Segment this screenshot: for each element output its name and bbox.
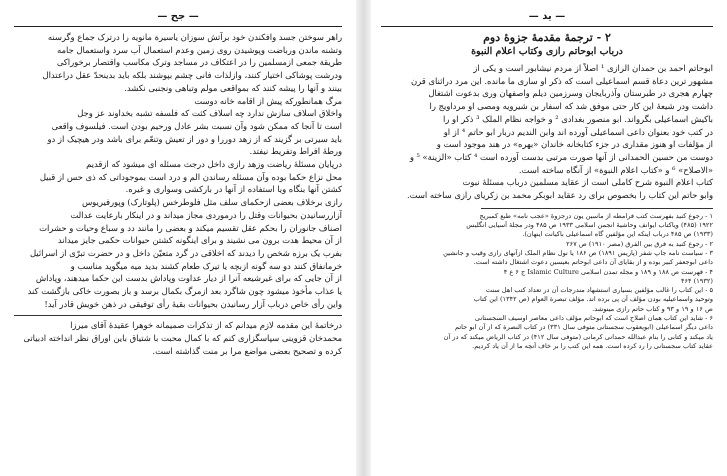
body-line: درپایان مسئلهٔ ریاضت وزهد رازی داخل درجث مسئله ای میشود که ازقدیم <box>86 159 342 170</box>
body-line: واخلاق اسلاف سازش ندارد چه اسلاف کثت که فلسفه تشبه بخداوند عز وجل <box>77 108 342 119</box>
body-line: ورطهٔ افراط وتفریط نیفتد. <box>249 146 342 157</box>
body-line: وابو حاتم این کتاب را بخصوص برای رد عقاید ابوبکر محمد بن زکریای رازی ساخته است. <box>407 190 713 201</box>
body-line: «الاصلاح» ⁶ و «کتاب اعلام النبوة» از آنگاه ساخته است. <box>518 164 713 175</box>
header-rule-left <box>14 26 342 27</box>
body-line: واین رأی خاص درباب آزار رسانیدن بحیوانات بقیهٔ رأی توفیقی در ذهن خویش قادر آید! <box>44 298 342 309</box>
footnote-line: ۲ - رجوع کنید به فرق بین الفرق (مصر ۱۹۱۰) ص ۲۶۷ <box>566 239 713 248</box>
body-line: یا عذاب مأخوذ میشود چون شاگرد بعد ازمرگ بکمال برسد و باز بصورت خاکی بازگشت کند <box>27 286 342 297</box>
footnote-line: ۱ - رجوع کنید بفهرست کتب فرامطه از ماسین یون درجزوهٔ «عجب نامه» طبع کمبریج <box>479 211 713 220</box>
body-line: در کتب خود بعنوان داعی اسماعیلی آورده اند وابن الندیم دربار ابو حاتم ⁴ از او <box>443 126 713 137</box>
footnote-line: یاد میکند و کتابی را بنام عبدالله حمدانی کرمانی (متوفی سال ۴۱۲) در کتاب الریاض میکند که در آن <box>443 332 713 341</box>
note-line: کرده و تصحیح بعضی مواضع مرا بر منت گذاشته است. <box>152 345 342 356</box>
footnote-line: (۱۹۳۲) ۴۶۴ <box>680 276 713 285</box>
body-line: کتاب اعلام النبوة شرح کاملی است از عقاید مسلمین درباب مسئلهٔ نبوت <box>462 177 713 188</box>
body-line: راهر سوختن جسد وافکندن خود برآتش سوزان یاسیرة مانویه را درترک جماع وگرسنه <box>47 32 342 42</box>
note-divider <box>14 315 342 316</box>
body-line: طریقة جمعی ازمسلمین را در اعتکاف در مساجد وترک مکاسب واقتصار برخوراکی <box>56 57 342 68</box>
body-line: بفرب یک برزه شخص را دیدند که اخلاقی در گرد متعیّن داخل و در حضرت تبرّی از اسرائیل <box>29 247 342 258</box>
body-line: داشت ودر شیعهٔ این کار حتی موفق شد که اسفار بن شیرویه ومصی او مرداویج را <box>429 101 713 112</box>
footnote-line: (۱۹۳۳) ص ۴۸۵ درباب اینکه این مؤلفین گاه اسماعیلی باکیانت اینهان). <box>522 230 713 239</box>
footnote-divider <box>481 208 713 209</box>
footnote-line: ۳ - سیاست نامه جاپ شفر (پاریس ۱۸۹۱) ص ۱۸۶ یا نول نظام الملک ازآنهای رازی وقیب و جانشین <box>443 248 713 257</box>
page-number-right: — ید — <box>528 10 566 22</box>
body-line: ودرشت پوشاکی اختیار کنند، وازلذات فانی چشم بپوشند بلکه باید بدینحدّ عقل دراعتدال <box>42 70 342 81</box>
section-subtitle: درباب ابوحاتم رازی وکتاب اعلام النبوة <box>471 46 623 57</box>
footnote-line: ۴ - فهرست ص ۱۸۸ و ۱۸۹ و مجله تمدن اسلامی Islamic Culture ج ۶ ع ۴ <box>503 267 713 276</box>
book-gutter <box>356 0 371 476</box>
footnote-line: عقاید کتاب سجستانی را رد کرده است. همه این کتب را بر خاف آنچه ما از آن یاد کردیم. <box>472 341 713 350</box>
note-line: محمدخان قزوینی سپاسگزاری کنم که با کمال محبت با شتیاق باین اوراق نظر انداخته ادبیاتی <box>23 333 342 344</box>
footnote-line: ۶ - شاید این کتاب همان اصلاح است که ابوحاتم مؤلف داعی معاصر اوسیف السجستانی <box>474 314 713 322</box>
right-body-text <box>381 62 713 202</box>
body-line: باکیش اسماعیلی بگرواند. ابو منصور بغدادی ² و خواجه نظام الملک ³ ذکر او را <box>443 113 713 124</box>
body-line: چهارم هجری در طبرستان وآذربایجان وسرزمین دیلم واصفهان وری بدعوت اشتغال <box>428 88 713 99</box>
body-line: آزاررسانیدن بحیوانات وقتل را درموردی مجاز میداند و در اینکار بارعایت عدالت <box>70 209 342 220</box>
footnote-line: ۱۹۲۲ (۴۸۵) ویاکتاب ایوانف وحاشیهٔ انجمن اسلامی ۱۹۳۳ ص ۴۸۵ ودر مجلهٔ آسیایی انگلیس <box>466 221 713 230</box>
body-line: باید سیرتی بر گزیند که از زهد دوررا و دور از تعیش وتنعّم برای باشد ودر هیچیک از دو <box>47 133 342 144</box>
left-body-text <box>14 31 342 310</box>
body-line: مرگ همانطورکه پیش از اقامه خانه دوست <box>194 95 342 106</box>
footnotes <box>381 212 713 351</box>
body-line: بینند و آنها را پیشه کنند که بمواقعی مولم وتباهی ونجنبی نکشد. <box>124 82 342 93</box>
body-line: دوست من حسین الحمدانی از آنها صورت مرتبی بدست آورده است ⁴ کتاب «الزینة» ⁵ و <box>409 151 713 162</box>
footnote-line: داعی دیگر اسماعیلی (ابویعقوب سجستانی متوفی سال ۳۳۱) در کتاب النصرة که از آن ابو حاتم <box>454 323 713 332</box>
note-line: درخاتمهٔ این مقدمه لازم میدانم که از تذکرات صمیمانه خوهرا عقیدهٔ آقای میرزا <box>70 320 342 331</box>
body-line: مشهور ترین دعاة قسم اسماعیلی است که ذکر او ساری ما مانده. این مرد دراثنای قرن <box>411 75 713 86</box>
header-rule-right <box>381 26 713 27</box>
body-line: وتشنه ماندن ورباضت وپوشیدن روی زمین وعدم استعمال آب سرد واستعمال جامه <box>57 44 342 55</box>
footnote-line: وتوحید واسماعیلیه بودن مؤلف آن پی برده اند. مؤلف تبصرة العوام (ص ۱۳۴۲) این کتاب <box>473 295 713 304</box>
body-line: است تا آنجا که ممکن شود وآن نسبت بشر عادل ورحیم بودن است. فیلسوف واقعی <box>51 120 342 131</box>
body-line: محل نزاع حکما بوده وآن مسئله رساندن الم و درد است بموجوداتی که ذی حس از قبیل <box>39 171 342 182</box>
body-line: از آن جایی که برای غیرشیعه آنرا از دیار عداوت وپاداش بدست این حکما میدهند، وپاداش <box>35 273 342 284</box>
body-line: کشتن آنها بنگاه ویا استفاده از آنها در بارکشی وسواری و غیره. <box>125 184 342 195</box>
body-line: اصناف جانوران را بحکم عقل تقسیم میکند و بعضی را مانند دد و سباع وحیات و حشرات <box>39 222 342 233</box>
body-line: ابوحاتم احمد بن حمدان الرازی ¹ اصلاً از مردم نیشابور است و یکی از <box>473 63 713 73</box>
closing-note <box>14 319 342 357</box>
body-line: رازی برخلاف بعضی ازحکمای سلف مثل فلوطرخس (پلوتارک) وپورفیریوس <box>81 197 342 208</box>
footnote-line: ۵ - این کتاب را غالب مؤلفین بسیاری استشهاد مندرجات آن در تعداد کتب اهل سنت <box>485 286 713 295</box>
left-page <box>0 0 356 476</box>
right-page <box>371 0 727 476</box>
footnote-line: ص ۱۶ و ۱۹ و ۹۳ و کتاب حاتم رازی مینوشد. <box>592 304 713 313</box>
page-number-left: — جح — <box>157 10 199 22</box>
body-line: خرمانفاق کنند دو سه گونه ازبچه یا تیرک طعام کشند بدید میه میگوید مناسب و <box>70 260 342 271</box>
section-title: ۲ - ترجمهٔ مقدمهٔ جزوهٔ دوم <box>483 31 611 44</box>
footnote-line: داعی ابوجعفر کبیر بوده و از بقایای آن داعی ابوحاتم بعیسین دعوت اشتغال داشته است. <box>473 258 713 267</box>
body-line: از مؤلفات او هنوز مقداری در جزء کتابخانه خاندان «بهره» در هند موجود است و <box>436 139 713 150</box>
body-line: از آن محیط هدت برون می نشیند و برای اینگونه کشتن حیوانات حکمی جایز میداند <box>57 235 342 246</box>
